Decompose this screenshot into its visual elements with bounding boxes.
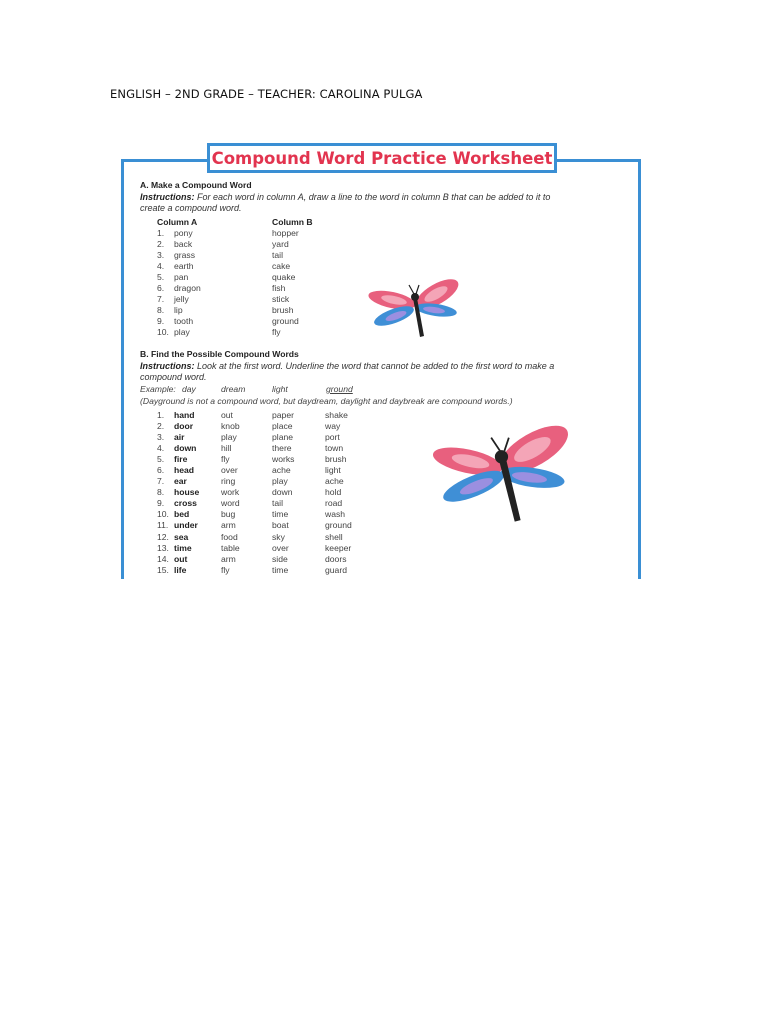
item-number: 3. [157, 432, 165, 443]
choice-word: works [272, 454, 295, 465]
column-b-header: Column B [272, 217, 313, 227]
first-word-text: hand [174, 410, 195, 420]
item-number: 10. [157, 509, 169, 520]
choice-word: side [272, 553, 288, 564]
column-a-word: play [174, 327, 190, 338]
section-a-heading: A. Make a Compound Word [140, 180, 252, 190]
first-word [157, 465, 199, 476]
section-b-instructions-line2: compound word. [140, 372, 207, 382]
item-number: 14. [157, 553, 169, 564]
choice-word: out [221, 410, 233, 420]
column-b [272, 217, 313, 339]
choice-word: fly [221, 454, 230, 465]
choice-word: arm [221, 520, 236, 531]
worksheet-title: Compound Word Practice Worksheet [211, 148, 553, 168]
item-number: 4. [157, 261, 165, 272]
choice-word: play [221, 432, 237, 443]
first-word [157, 454, 199, 465]
choice-word: knob [221, 421, 240, 432]
choice-word: ache [272, 465, 291, 476]
choice-word: there [272, 443, 292, 454]
choice-word: keeper [325, 542, 352, 553]
section-a-instructions-line1: For each word in column A, draw a line to the word in column B that can be added to it to [194, 192, 551, 202]
column-a-item [157, 228, 201, 239]
section-a-instructions-line2: create a compound word. [140, 203, 242, 213]
item-number: 3. [157, 250, 165, 261]
item-number: 8. [157, 487, 165, 498]
section-b-column-3 [272, 410, 294, 576]
choice-word: doors [325, 553, 347, 564]
example-label: Example: [140, 384, 176, 394]
item-number: 1. [157, 410, 165, 420]
item-number: 7. [157, 294, 165, 305]
first-word-text: head [174, 465, 195, 476]
choice-word: food [221, 531, 238, 542]
section-a-instructions [140, 192, 580, 214]
choice-word: time [272, 564, 289, 575]
item-number: 8. [157, 305, 165, 316]
first-word [157, 554, 199, 565]
choice-word: tail [272, 498, 283, 509]
choice-word: wash [325, 509, 346, 520]
first-word [157, 443, 199, 454]
example-word: light [272, 384, 288, 394]
first-word-text: ear [174, 476, 187, 487]
first-word-text: door [174, 421, 194, 432]
column-b-word: cake [272, 261, 291, 272]
column-b-word: stick [272, 294, 290, 305]
section-b-column-2 [221, 410, 240, 576]
column-a-word: grass [174, 250, 196, 261]
item-number: 13. [157, 542, 169, 553]
column-a-word: jelly [174, 294, 189, 305]
example-note: (Dayground is not a compound word, but daydream, daylight and daybreak are compound words.) [140, 396, 513, 406]
choice-word: plane [272, 432, 294, 443]
item-number: 5. [157, 454, 165, 465]
first-word-text: time [174, 542, 192, 553]
choice-word: ring [221, 476, 236, 487]
choice-word: word [221, 498, 240, 509]
column-b-word: ground [272, 316, 299, 327]
column-b-word: fish [272, 283, 286, 294]
column-b-word: brush [272, 305, 294, 316]
section-b-heading: B. Find the Possible Compound Words [140, 349, 299, 359]
item-number: 12. [157, 531, 169, 542]
column-a-item [157, 316, 201, 327]
column-a-item [157, 305, 201, 316]
item-number: 6. [157, 465, 165, 476]
first-word-text: life [174, 564, 187, 575]
column-a-word: back [174, 239, 193, 250]
choice-word: place [272, 421, 293, 432]
column-a-item [157, 294, 201, 305]
item-number: 15. [157, 564, 169, 575]
choice-word: shell [325, 531, 343, 542]
first-word [157, 509, 199, 520]
document-header: ENGLISH – 2ND GRADE – TEACHER: CAROLINA PULGA [110, 87, 423, 101]
column-b-word: quake [272, 272, 296, 283]
choice-word: road [325, 498, 343, 509]
item-number: 6. [157, 283, 165, 294]
choice-word: ache [325, 476, 344, 487]
choice-word: arm [221, 553, 236, 564]
first-word [157, 421, 199, 432]
column-a-item [157, 250, 201, 261]
first-word-text: down [174, 443, 197, 454]
item-number: 2. [157, 421, 165, 432]
choice-word: table [221, 542, 240, 553]
section-a-instructions-label: Instructions: [140, 192, 195, 202]
choice-word: hill [221, 443, 232, 454]
first-word [157, 543, 199, 554]
first-word-text: sea [174, 531, 189, 542]
choice-word: over [272, 542, 289, 553]
column-a-item [157, 239, 201, 250]
column-a-word: pony [174, 228, 193, 239]
section-b-column-1 [157, 410, 199, 576]
column-a-item [157, 272, 201, 283]
example-word-underlined: ground [326, 384, 353, 394]
first-word [157, 520, 199, 531]
first-word-text: fire [174, 454, 188, 465]
item-number: 7. [157, 476, 165, 487]
first-word [157, 498, 199, 509]
column-b-word: yard [272, 239, 289, 250]
section-b-column-4 [325, 410, 352, 576]
choice-word: over [221, 465, 238, 476]
column-a-item [157, 283, 201, 294]
choice-word: town [325, 443, 344, 454]
choice-word: way [325, 421, 341, 432]
choice-word: sky [272, 531, 285, 542]
item-number: 9. [157, 316, 165, 327]
first-word [157, 476, 199, 487]
column-a-item [157, 327, 201, 338]
choice-word: fly [221, 564, 230, 575]
first-word [157, 565, 199, 576]
item-number: 2. [157, 239, 165, 250]
item-number: 9. [157, 498, 165, 509]
worksheet-title-box [207, 143, 557, 173]
choice-word: light [325, 465, 341, 476]
first-word-text: house [174, 487, 200, 498]
choice-word: ground [325, 520, 352, 531]
column-a-word: lip [174, 305, 183, 316]
choice-word: work [221, 487, 240, 498]
choice-word: bug [221, 509, 236, 520]
section-b-instructions [140, 361, 580, 383]
column-a [157, 217, 201, 339]
first-word-text: cross [174, 498, 197, 509]
column-a-word: pan [174, 272, 189, 283]
item-number: 11. [157, 520, 169, 531]
example-word: day [182, 384, 196, 394]
section-b-instructions-label: Instructions: [140, 361, 195, 371]
column-a-item [157, 261, 201, 272]
choice-word: guard [325, 564, 347, 575]
first-word-text: air [174, 432, 185, 443]
item-number: 5. [157, 272, 165, 283]
first-word-text: out [174, 553, 188, 564]
dragonfly-illustration-large [426, 420, 574, 526]
choice-word: boat [272, 520, 289, 531]
choice-word: down [272, 487, 293, 498]
column-a-word: earth [174, 261, 194, 272]
first-word [157, 432, 199, 443]
column-b-word: fly [272, 327, 281, 338]
first-word [157, 487, 199, 498]
first-word [157, 532, 199, 543]
column-a-word: dragon [174, 283, 201, 294]
choice-word: port [325, 432, 340, 443]
choice-word: hold [325, 487, 342, 498]
choice-word: brush [325, 454, 347, 465]
dragonfly-illustration-small [364, 276, 464, 340]
item-number: 1. [157, 228, 165, 239]
example-word: dream [221, 384, 246, 394]
first-word-text: under [174, 520, 198, 531]
first-word [157, 410, 199, 421]
item-number: 10. [157, 327, 169, 338]
item-number: 4. [157, 443, 165, 454]
column-b-word: tail [272, 250, 283, 261]
first-word-text: bed [174, 509, 190, 520]
choice-word: paper [272, 410, 294, 420]
section-b-instructions-line1: Look at the first word. Underline the word that cannot be added to the first word to make a [194, 361, 555, 371]
column-a-word: tooth [174, 316, 194, 327]
choice-word: time [272, 509, 289, 520]
column-b-word: hopper [272, 228, 299, 239]
column-a-header: Column A [157, 217, 198, 227]
choice-word: shake [325, 410, 348, 420]
choice-word: play [272, 476, 288, 487]
